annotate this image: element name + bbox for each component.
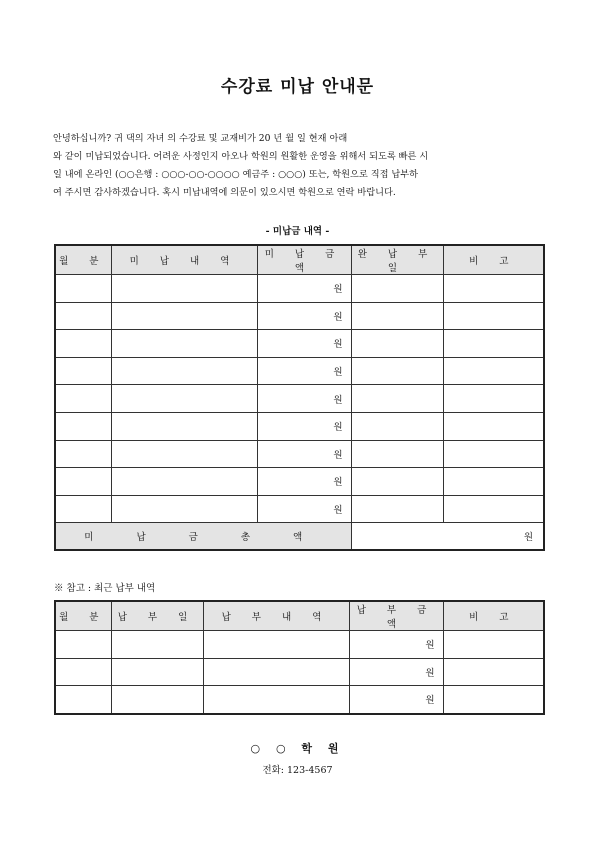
amount-cell: 원 — [257, 440, 351, 468]
table-cell — [55, 330, 111, 358]
table-cell — [111, 658, 203, 686]
amount-cell: 원 — [257, 495, 351, 523]
col-header-completed-date: 완 납 부 일 — [351, 245, 443, 275]
amount-cell: 원 — [349, 658, 443, 686]
table-cell — [55, 412, 111, 440]
table-row — [55, 275, 544, 303]
table-row — [55, 302, 544, 330]
table-cell — [351, 357, 443, 385]
table-cell — [351, 330, 443, 358]
table-cell — [203, 658, 349, 686]
total-label: 미 납 금 총 액 — [55, 523, 351, 551]
page-title: 수강료 미납 안내문 — [220, 77, 375, 97]
table-cell — [443, 495, 544, 523]
unpaid-total-row — [55, 523, 544, 551]
table-row — [55, 440, 544, 468]
table-cell — [351, 275, 443, 303]
col-header-unpaid-amount: 미 납 금 액 — [257, 245, 351, 275]
table-cell — [111, 686, 203, 714]
table-cell — [351, 302, 443, 330]
table-cell — [111, 412, 257, 440]
col-header-unpaid-detail: 미 납 내 역 — [111, 245, 257, 275]
table-cell — [203, 631, 349, 659]
unpaid-table-header — [55, 245, 544, 275]
table-cell — [55, 468, 111, 496]
table-cell — [55, 658, 111, 686]
table-cell — [55, 357, 111, 385]
table-cell — [351, 495, 443, 523]
table-cell — [111, 302, 257, 330]
phone-number: 전화: 123-4567 — [262, 765, 333, 776]
col-header-remarks: 비 고 — [443, 601, 544, 631]
col-header-payment-amount: 납 부 금 액 — [349, 601, 443, 631]
table-cell — [55, 275, 111, 303]
table-cell — [443, 440, 544, 468]
table-cell — [351, 440, 443, 468]
table-row — [55, 686, 544, 714]
table-cell — [203, 686, 349, 714]
recent-payments-note: ※ 참고 : 최근 납부 내역 — [54, 583, 156, 594]
recent-payments-table — [54, 600, 545, 715]
amount-cell: 원 — [257, 302, 351, 330]
table-cell — [443, 385, 544, 413]
table-cell — [55, 495, 111, 523]
table-cell — [55, 302, 111, 330]
table-cell — [443, 412, 544, 440]
table-cell — [351, 385, 443, 413]
academy-name: ○ ○ 학 원 — [250, 742, 345, 755]
table-cell — [111, 357, 257, 385]
unpaid-section-title: - 미납금 내역 - — [265, 226, 330, 237]
amount-cell: 원 — [257, 468, 351, 496]
table-cell — [443, 468, 544, 496]
table-row — [55, 658, 544, 686]
table-cell — [351, 412, 443, 440]
table-row — [55, 495, 544, 523]
col-header-payment-detail: 납 부 내 역 — [203, 601, 349, 631]
intro-line: 일 내에 온라인 (○○은행 : ○○○-○○-○○○○ 예금주 : ○○○) 또는, 학원으로 직접 납부하 — [53, 169, 419, 180]
amount-cell: 원 — [257, 357, 351, 385]
col-header-remarks: 비 고 — [443, 245, 544, 275]
table-cell — [443, 658, 544, 686]
table-cell — [351, 468, 443, 496]
amount-cell: 원 — [257, 330, 351, 358]
table-row — [55, 330, 544, 358]
table-row — [55, 385, 544, 413]
amount-cell: 원 — [257, 275, 351, 303]
table-cell — [55, 686, 111, 714]
table-cell — [443, 686, 544, 714]
intro-line: 안녕하십니까? 귀 댁의 자녀 의 수강료 및 교재비가 20 년 월 일 현재 아래 — [53, 133, 348, 144]
total-value: 원 — [351, 523, 544, 551]
table-row — [55, 357, 544, 385]
table-cell — [55, 385, 111, 413]
table-cell — [111, 631, 203, 659]
recent-table-header — [55, 601, 544, 631]
table-row — [55, 412, 544, 440]
col-header-payment-date: 납 부 일 — [111, 601, 203, 631]
amount-cell: 원 — [257, 385, 351, 413]
table-cell — [111, 385, 257, 413]
table-cell — [443, 330, 544, 358]
unpaid-table — [54, 244, 545, 551]
col-header-month: 월 분 — [55, 601, 111, 631]
intro-paragraph — [53, 130, 543, 202]
table-cell — [443, 357, 544, 385]
table-cell — [111, 330, 257, 358]
intro-line: 여 주시면 감사하겠습니다. 혹시 미납내역에 의문이 있으시면 학원으로 연락 바랍니다. — [53, 187, 396, 198]
table-cell — [111, 468, 257, 496]
table-cell — [55, 440, 111, 468]
amount-cell: 원 — [349, 631, 443, 659]
table-cell — [443, 631, 544, 659]
amount-cell: 원 — [349, 686, 443, 714]
table-cell — [111, 495, 257, 523]
table-cell — [111, 275, 257, 303]
table-row — [55, 631, 544, 659]
intro-line: 와 같이 미납되었습니다. 어려운 사정인지 아오나 학원의 원활한 운영을 위해서 되도록 빠른 시 — [53, 151, 429, 162]
table-row — [55, 468, 544, 496]
table-cell — [55, 631, 111, 659]
amount-cell: 원 — [257, 412, 351, 440]
table-cell — [443, 302, 544, 330]
table-cell — [443, 275, 544, 303]
col-header-month: 월 분 — [55, 245, 111, 275]
table-cell — [111, 440, 257, 468]
